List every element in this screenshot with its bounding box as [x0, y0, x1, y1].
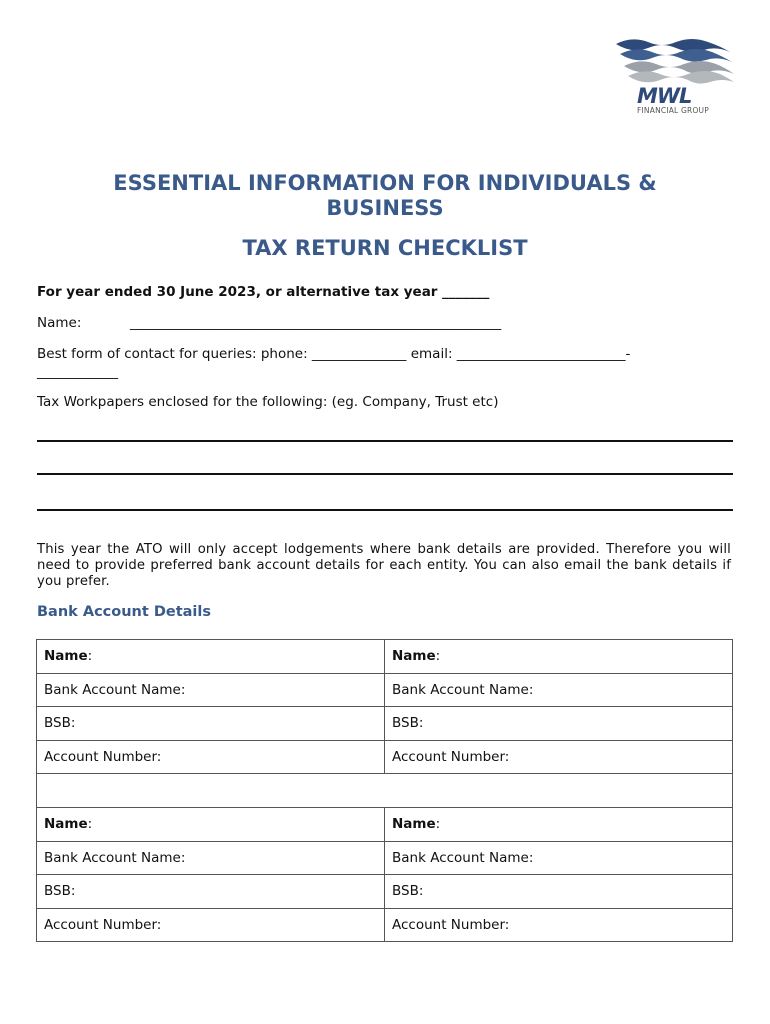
bank-details-table — [36, 639, 733, 942]
name-cell[interactable]: Name: — [37, 808, 385, 842]
workpapers-line-3[interactable] — [37, 509, 733, 511]
table-row — [37, 707, 733, 741]
name-cell[interactable]: Name: — [37, 640, 385, 674]
account-number-cell[interactable]: Account Number: — [37, 908, 385, 942]
name-cell[interactable]: Name: — [385, 808, 733, 842]
workpapers-line-2[interactable] — [37, 473, 733, 475]
tax-year-field[interactable]: For year ended 30 June 2023, or alternative tax year _______ — [37, 284, 490, 300]
name-label: Name: — [37, 315, 82, 331]
logo-subtext: FINANCIAL GROUP — [637, 106, 709, 115]
contact-field-continued[interactable]: ____________ — [37, 364, 118, 380]
table-row — [37, 808, 733, 842]
bank-section-heading: Bank Account Details — [37, 604, 212, 620]
account-name-cell[interactable]: Bank Account Name: — [385, 673, 733, 707]
table-row — [37, 841, 733, 875]
contact-field[interactable]: Best form of contact for queries: phone: ______________ email: _________________________- — [37, 346, 631, 362]
account-number-cell[interactable]: Account Number: — [385, 908, 733, 942]
logo-wordmark: MWL — [637, 84, 692, 108]
workpapers-line-1[interactable] — [37, 440, 733, 442]
bsb-cell[interactable]: BSB: — [37, 707, 385, 741]
account-number-cell[interactable]: Account Number: — [385, 740, 733, 774]
spacer-cell — [37, 774, 733, 808]
table-row — [37, 640, 733, 674]
table-row — [37, 875, 733, 909]
workpapers-label: Tax Workpapers enclosed for the following: (eg. Company, Trust etc) — [37, 394, 499, 410]
title-line-2: BUSINESS — [326, 196, 444, 220]
account-number-cell[interactable]: Account Number: — [37, 740, 385, 774]
bsb-cell[interactable]: BSB: — [385, 875, 733, 909]
page-subtitle: TAX RETURN CHECKLIST — [242, 236, 528, 260]
table-row — [37, 740, 733, 774]
bsb-cell[interactable]: BSB: — [37, 875, 385, 909]
bsb-cell[interactable]: BSB: — [385, 707, 733, 741]
name-field[interactable]: _______________________________________________________ — [130, 315, 502, 331]
name-cell[interactable]: Name: — [385, 640, 733, 674]
account-name-cell[interactable]: Bank Account Name: — [37, 673, 385, 707]
table-spacer-row — [37, 774, 733, 808]
account-name-cell[interactable]: Bank Account Name: — [385, 841, 733, 875]
title-line-1: ESSENTIAL INFORMATION FOR INDIVIDUALS & — [113, 171, 657, 195]
table-row — [37, 908, 733, 942]
table-row — [37, 673, 733, 707]
page-title — [40, 171, 730, 221]
ato-notice: This year the ATO will only accept lodgements where bank details are provided. Therefore you will need to provide preferred bank account details for each entity. You can also email the bank details if you prefer. — [37, 542, 731, 589]
account-name-cell[interactable]: Bank Account Name: — [37, 841, 385, 875]
